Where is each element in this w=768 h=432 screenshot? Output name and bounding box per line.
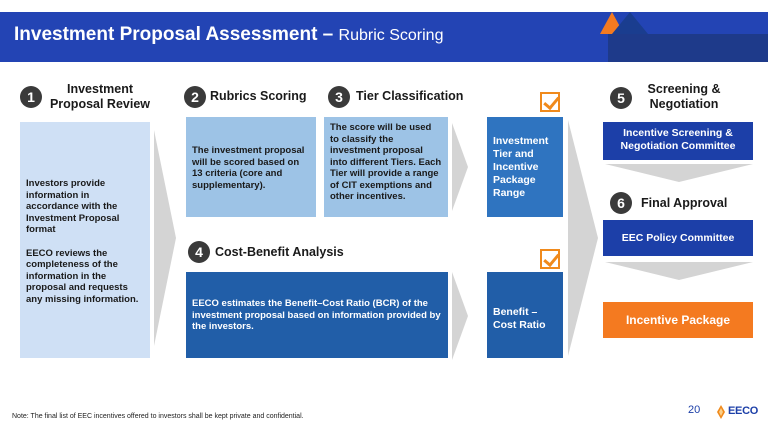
header-ribbon: [608, 34, 768, 62]
step-5-title: Screening & Negotiation: [647, 82, 721, 111]
page-subtitle: Rubric Scoring: [338, 27, 444, 44]
step-2-title: Rubrics Scoring: [210, 89, 307, 103]
page-title-main: Investment Proposal Assessment –: [14, 24, 334, 45]
review-box: [20, 122, 150, 358]
header-dark-accent: [612, 12, 648, 34]
step-3-title: Tier Classification: [356, 89, 464, 103]
tier-box: The score will be used to classify the investment proposal into different Tiers. Each Tier will provide a range of CIT exemptions and other incentives.: [324, 117, 448, 217]
cba-checkbox-icon: [540, 249, 560, 269]
review-text-1: Investors provide information in accordance with the Investment Proposal format: [26, 178, 120, 235]
cba-box: EECO estimates the Benefit–Cost Ratio (BCR) of the investment proposal based on information provided by the investors.: [186, 272, 448, 358]
flow-arrow-converge: [568, 120, 598, 356]
flow-arrow-tier: [452, 123, 468, 211]
step-1-number: 1: [20, 86, 42, 108]
screening-committee-box: Incentive Screening & Negotiation Committee: [603, 122, 753, 160]
eeco-logo-mark-icon: [714, 404, 728, 420]
footnote: Note: The final list of EEC incentives offered to investors shall be kept private and confidential.: [12, 413, 304, 420]
flow-arrow-cba: [452, 272, 468, 360]
step-6-title: Final Approval: [641, 196, 728, 210]
step-3-number: 3: [328, 86, 350, 108]
step-5-number: 5: [610, 87, 632, 109]
eeco-logo: [714, 402, 764, 422]
scoring-box: The investment proposal will be scored based on 13 criteria (core and supplementary).: [186, 117, 316, 217]
flow-arrow-down-1: [605, 164, 753, 182]
page-title: [14, 24, 443, 46]
flow-arrow-1: [154, 130, 176, 346]
page-number: 20: [688, 404, 701, 416]
step-6-number: 6: [610, 192, 632, 214]
incentive-package-box: Incentive Package: [603, 302, 753, 338]
review-text-2: EECO reviews the completeness of the information in the proposal and requests any missing information.: [26, 247, 139, 305]
tier-result-box: Investment Tier and Incentive Package Range: [487, 117, 563, 217]
cba-result-box: Benefit – Cost Ratio: [487, 272, 563, 358]
step-4-title: Cost-Benefit Analysis: [215, 245, 344, 259]
policy-committee-box: EEC Policy Committee: [603, 220, 753, 256]
flow-arrow-down-2: [605, 262, 753, 280]
tier-checkbox-icon: [540, 92, 560, 112]
step-4-number: 4: [188, 241, 210, 263]
step-1-title: Investment Proposal Review: [49, 82, 151, 111]
eeco-logo-text: EECO: [728, 405, 758, 417]
step-2-number: 2: [184, 86, 206, 108]
